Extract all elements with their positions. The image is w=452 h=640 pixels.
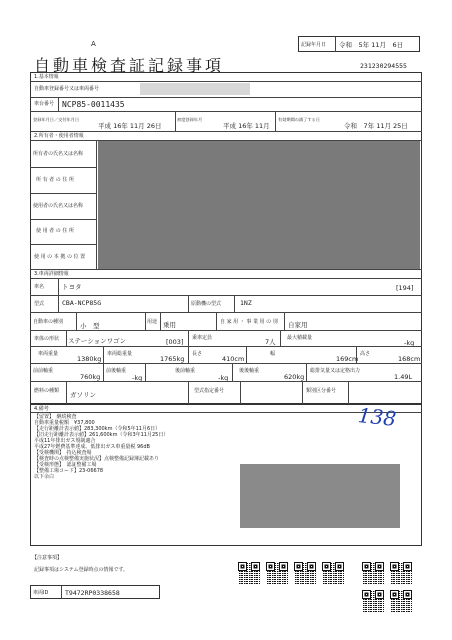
record-date-label: 記録年月日 xyxy=(301,42,327,48)
max-load: -kg xyxy=(404,339,415,347)
remark-line: 【受検機関】 持込検査場 xyxy=(34,450,92,456)
body-shape: ステーションワゴン xyxy=(68,337,127,345)
handwritten-number: 138 xyxy=(356,403,398,431)
remark-line: 自動車重量税額 ¥37,800 xyxy=(34,420,95,426)
class-id-label: 類別区分番号 xyxy=(306,388,337,394)
body-label: 車体の形状 xyxy=(34,336,60,342)
document-title: 自動車検査証記録事項 xyxy=(34,56,225,75)
rear-front-axle: -kg xyxy=(218,374,229,382)
qr-code-icon xyxy=(238,562,260,584)
record-date: 令和 5年 11月 6日 xyxy=(339,41,404,49)
engine-label: 原動機の型式 xyxy=(191,301,222,307)
vehicle-id: T9472RP0338658 xyxy=(65,589,120,597)
document-number: 231230294555 xyxy=(360,62,407,70)
remark-line: 平成27年燃費基準達成、低排出ガス車重量税 96dB xyxy=(34,444,150,450)
owner-address-label: 所 有 者 の 住 所 xyxy=(36,177,74,183)
qr-code-icon xyxy=(390,562,412,584)
model-label: 型式 xyxy=(34,301,45,307)
front-front-axle: 760kg xyxy=(80,373,101,381)
notes-line: 記録事項はシステム登録時点の情報です。 xyxy=(34,567,129,573)
length-label: 長さ xyxy=(192,351,203,357)
vehicle-type: 小 型 xyxy=(80,322,100,330)
vehicle-type-label: 自動車の種別 xyxy=(33,319,64,325)
private-label: 自 家 用 ・ 事 業 用 の 別 xyxy=(220,319,278,325)
engine: 1NZ xyxy=(240,299,252,307)
capacity: 7人 xyxy=(265,338,276,346)
reg-number-label: 自動車登録番号又は車両番号 xyxy=(34,86,100,92)
fuel-label: 燃料の種類 xyxy=(34,388,60,394)
qr-code-icon xyxy=(362,562,384,584)
remarks-list xyxy=(34,414,168,480)
remark-line: 以下余白 xyxy=(34,474,55,480)
first-reg-label: 初度登録年月 xyxy=(177,117,203,122)
qr-code-icon xyxy=(266,562,288,584)
qr-code-icon xyxy=(362,590,384,612)
maker: トヨタ xyxy=(62,283,82,291)
reg-date-label: 登録年月日／交付年月日 xyxy=(33,117,80,122)
width-label: 幅 xyxy=(270,351,276,357)
reg-number-redacted xyxy=(140,83,250,95)
fuel: ガソリン xyxy=(70,391,96,399)
front-rear-axle: -kg xyxy=(132,374,143,382)
chassis-number: NCP85-0011435 xyxy=(62,100,125,109)
qr-code-icon xyxy=(294,562,316,584)
use-label: 用途 xyxy=(147,319,158,325)
sec4-title: 4.備考 xyxy=(34,406,49,412)
gross-weight-label: 車両総重量 xyxy=(107,351,133,357)
front-rear-axle-label: 前後軸重 xyxy=(106,368,127,374)
remark-line: 【検査時の点検整備実施状況】点検整備記録簿記載あり xyxy=(34,456,160,462)
copy-mark: A xyxy=(91,40,96,48)
remark-line: 【走行距離計表示値】283,300km（令和5年11月6日） xyxy=(34,426,161,432)
model-id-label: 型式指定番号 xyxy=(194,388,225,394)
weight: 1380kg xyxy=(77,355,102,363)
vehicle-id-box xyxy=(30,585,160,599)
body-code: [003] xyxy=(166,338,184,346)
sec1-title: 1.基本情報 xyxy=(34,74,59,80)
remark-line: 【整備工場コード】23-06678 xyxy=(34,468,104,474)
remark-line: 【旧走行距離計表示値】261,600km（令和3年11月25日） xyxy=(34,432,169,438)
rear-rear-axle-label: 後後軸重 xyxy=(239,368,260,374)
model: CBA-NCP85G xyxy=(62,299,102,307)
displacement-label: 総排気量又は定格出力 xyxy=(310,368,361,374)
rear-rear-axle: 620kg xyxy=(284,373,305,381)
owner-name-label: 所有者の氏名又は名称 xyxy=(33,151,84,157)
user-address-label: 使 用 者 の 住 所 xyxy=(36,228,74,234)
front-front-axle-label: 前前軸重 xyxy=(33,368,54,374)
rear-front-axle-label: 後前軸重 xyxy=(175,368,196,374)
width: 169cm xyxy=(336,355,359,363)
remark-line: 平成11年排出ガス規制適合 xyxy=(34,438,96,444)
remark-line: 【留置】 継続検査 xyxy=(34,414,77,420)
qr-code-icon xyxy=(390,590,412,612)
sec2-title: 2.所有者・使用者情報 xyxy=(34,133,84,139)
length: 410cm xyxy=(222,355,245,363)
remark-line: 【受検形態】 認証整備工場 xyxy=(34,462,97,468)
base-location-label: 使 用 の 本 拠 の 位 置 xyxy=(34,254,86,260)
height-label: 高さ xyxy=(360,351,371,357)
private-use: 自家用 xyxy=(288,321,308,329)
height: 168cm xyxy=(398,355,421,363)
first-reg: 平成 16年 11月 xyxy=(223,122,270,130)
max-load-label: 最大積載量 xyxy=(287,335,313,341)
expiry-label: 有効期間の満了する日 xyxy=(278,117,320,122)
expiry-date: 令和 7年 11月 25日 xyxy=(344,122,408,130)
remarks-redacted xyxy=(240,464,400,528)
record-date-box xyxy=(298,36,420,52)
vehicle-id-label: 車両ID xyxy=(33,590,49,596)
maker-code: [194] xyxy=(396,284,414,292)
sec3-title: 3.車両詳細情報 xyxy=(34,271,69,277)
gross-weight: 1765kg xyxy=(160,355,185,363)
maker-label: 車名 xyxy=(34,284,45,290)
qr-code-icon xyxy=(322,562,344,584)
user-name-label: 使用者の氏名又は名称 xyxy=(33,203,84,209)
notes-title: 【注意事項】 xyxy=(32,555,63,561)
chassis-label: 車台番号 xyxy=(34,101,55,107)
displacement: 1.49L xyxy=(394,373,413,381)
owner-info-redacted xyxy=(98,141,420,269)
use: 乗用 xyxy=(163,321,176,329)
weight-label: 車両重量 xyxy=(38,351,59,357)
capacity-label: 乗車定員 xyxy=(192,335,213,341)
reg-date: 平成 16年 11月 26日 xyxy=(98,122,162,130)
